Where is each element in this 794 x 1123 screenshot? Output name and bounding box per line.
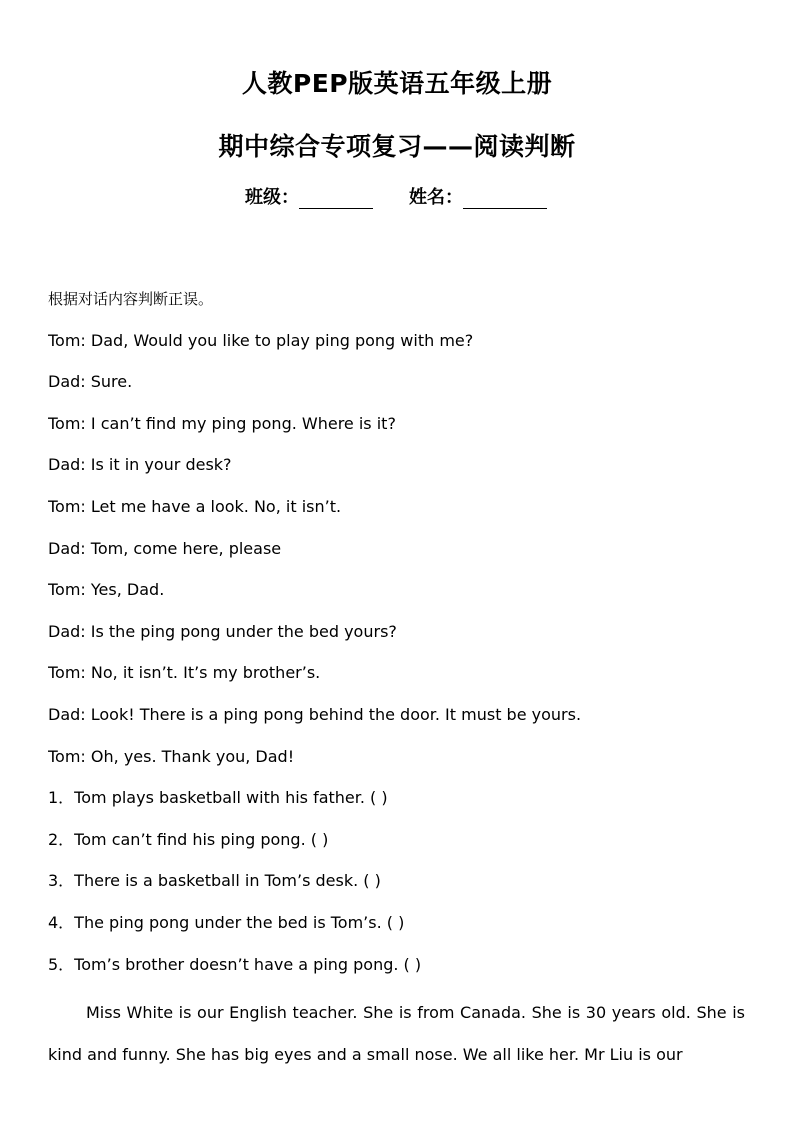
name-blank bbox=[463, 190, 547, 209]
question-item: 5．Tom’s brother doesn’t have a ping pong. ( ) bbox=[48, 954, 422, 974]
dialogue-line: Tom: Yes, Dad. bbox=[48, 580, 165, 600]
worksheet-title: 人教PEP版英语五年级上册 bbox=[241, 69, 553, 98]
question-item: 3．There is a basketball in Tom’s desk. ( ) bbox=[48, 871, 381, 891]
class-blank bbox=[299, 190, 373, 209]
passage-text: Miss White is our English teacher. She is from Canada. She is 30 years old. She is kind and funny. She has big eyes and a small nose. We all like her. Mr Liu is our bbox=[48, 1003, 745, 1064]
question-item: 4．The ping pong under the bed is Tom’s. ( ) bbox=[48, 912, 405, 932]
dialogue-line: Dad: Look! There is a ping pong behind the door. It must be yours. bbox=[48, 704, 582, 724]
dialogue-line: Dad: Sure. bbox=[48, 372, 133, 392]
question-item: 2．Tom can’t find his ping pong. ( ) bbox=[48, 829, 329, 849]
dialogue-line: Tom: I can’t find my ping pong. Where is it? bbox=[48, 413, 396, 433]
student-info-row bbox=[0, 183, 794, 209]
class-label: 班级： bbox=[245, 187, 299, 208]
worksheet-subtitle: 期中综合专项复习——阅读判断 bbox=[218, 132, 576, 161]
instructions: 根据对话内容判断正误。 bbox=[48, 290, 214, 308]
dialogue-line: Dad: Tom, come here, please bbox=[48, 538, 282, 558]
reading-passage bbox=[48, 992, 745, 1075]
dialogue-line: Tom: Dad, Would you like to play ping pong with me? bbox=[48, 330, 474, 350]
dialogue-line: Tom: Oh, yes. Thank you, Dad! bbox=[48, 746, 295, 766]
exercise-body bbox=[48, 286, 748, 993]
name-label: 姓名： bbox=[409, 187, 463, 208]
question-item: 1．Tom plays basketball with his father. ( ) bbox=[48, 788, 388, 808]
dialogue-line: Tom: Let me have a look. No, it isn’t. bbox=[48, 496, 342, 516]
dialogue-line: Dad: Is the ping pong under the bed yours? bbox=[48, 621, 397, 641]
dialogue-line: Tom: No, it isn’t. It’s my brother’s. bbox=[48, 663, 321, 683]
dialogue-line: Dad: Is it in your desk? bbox=[48, 455, 232, 475]
